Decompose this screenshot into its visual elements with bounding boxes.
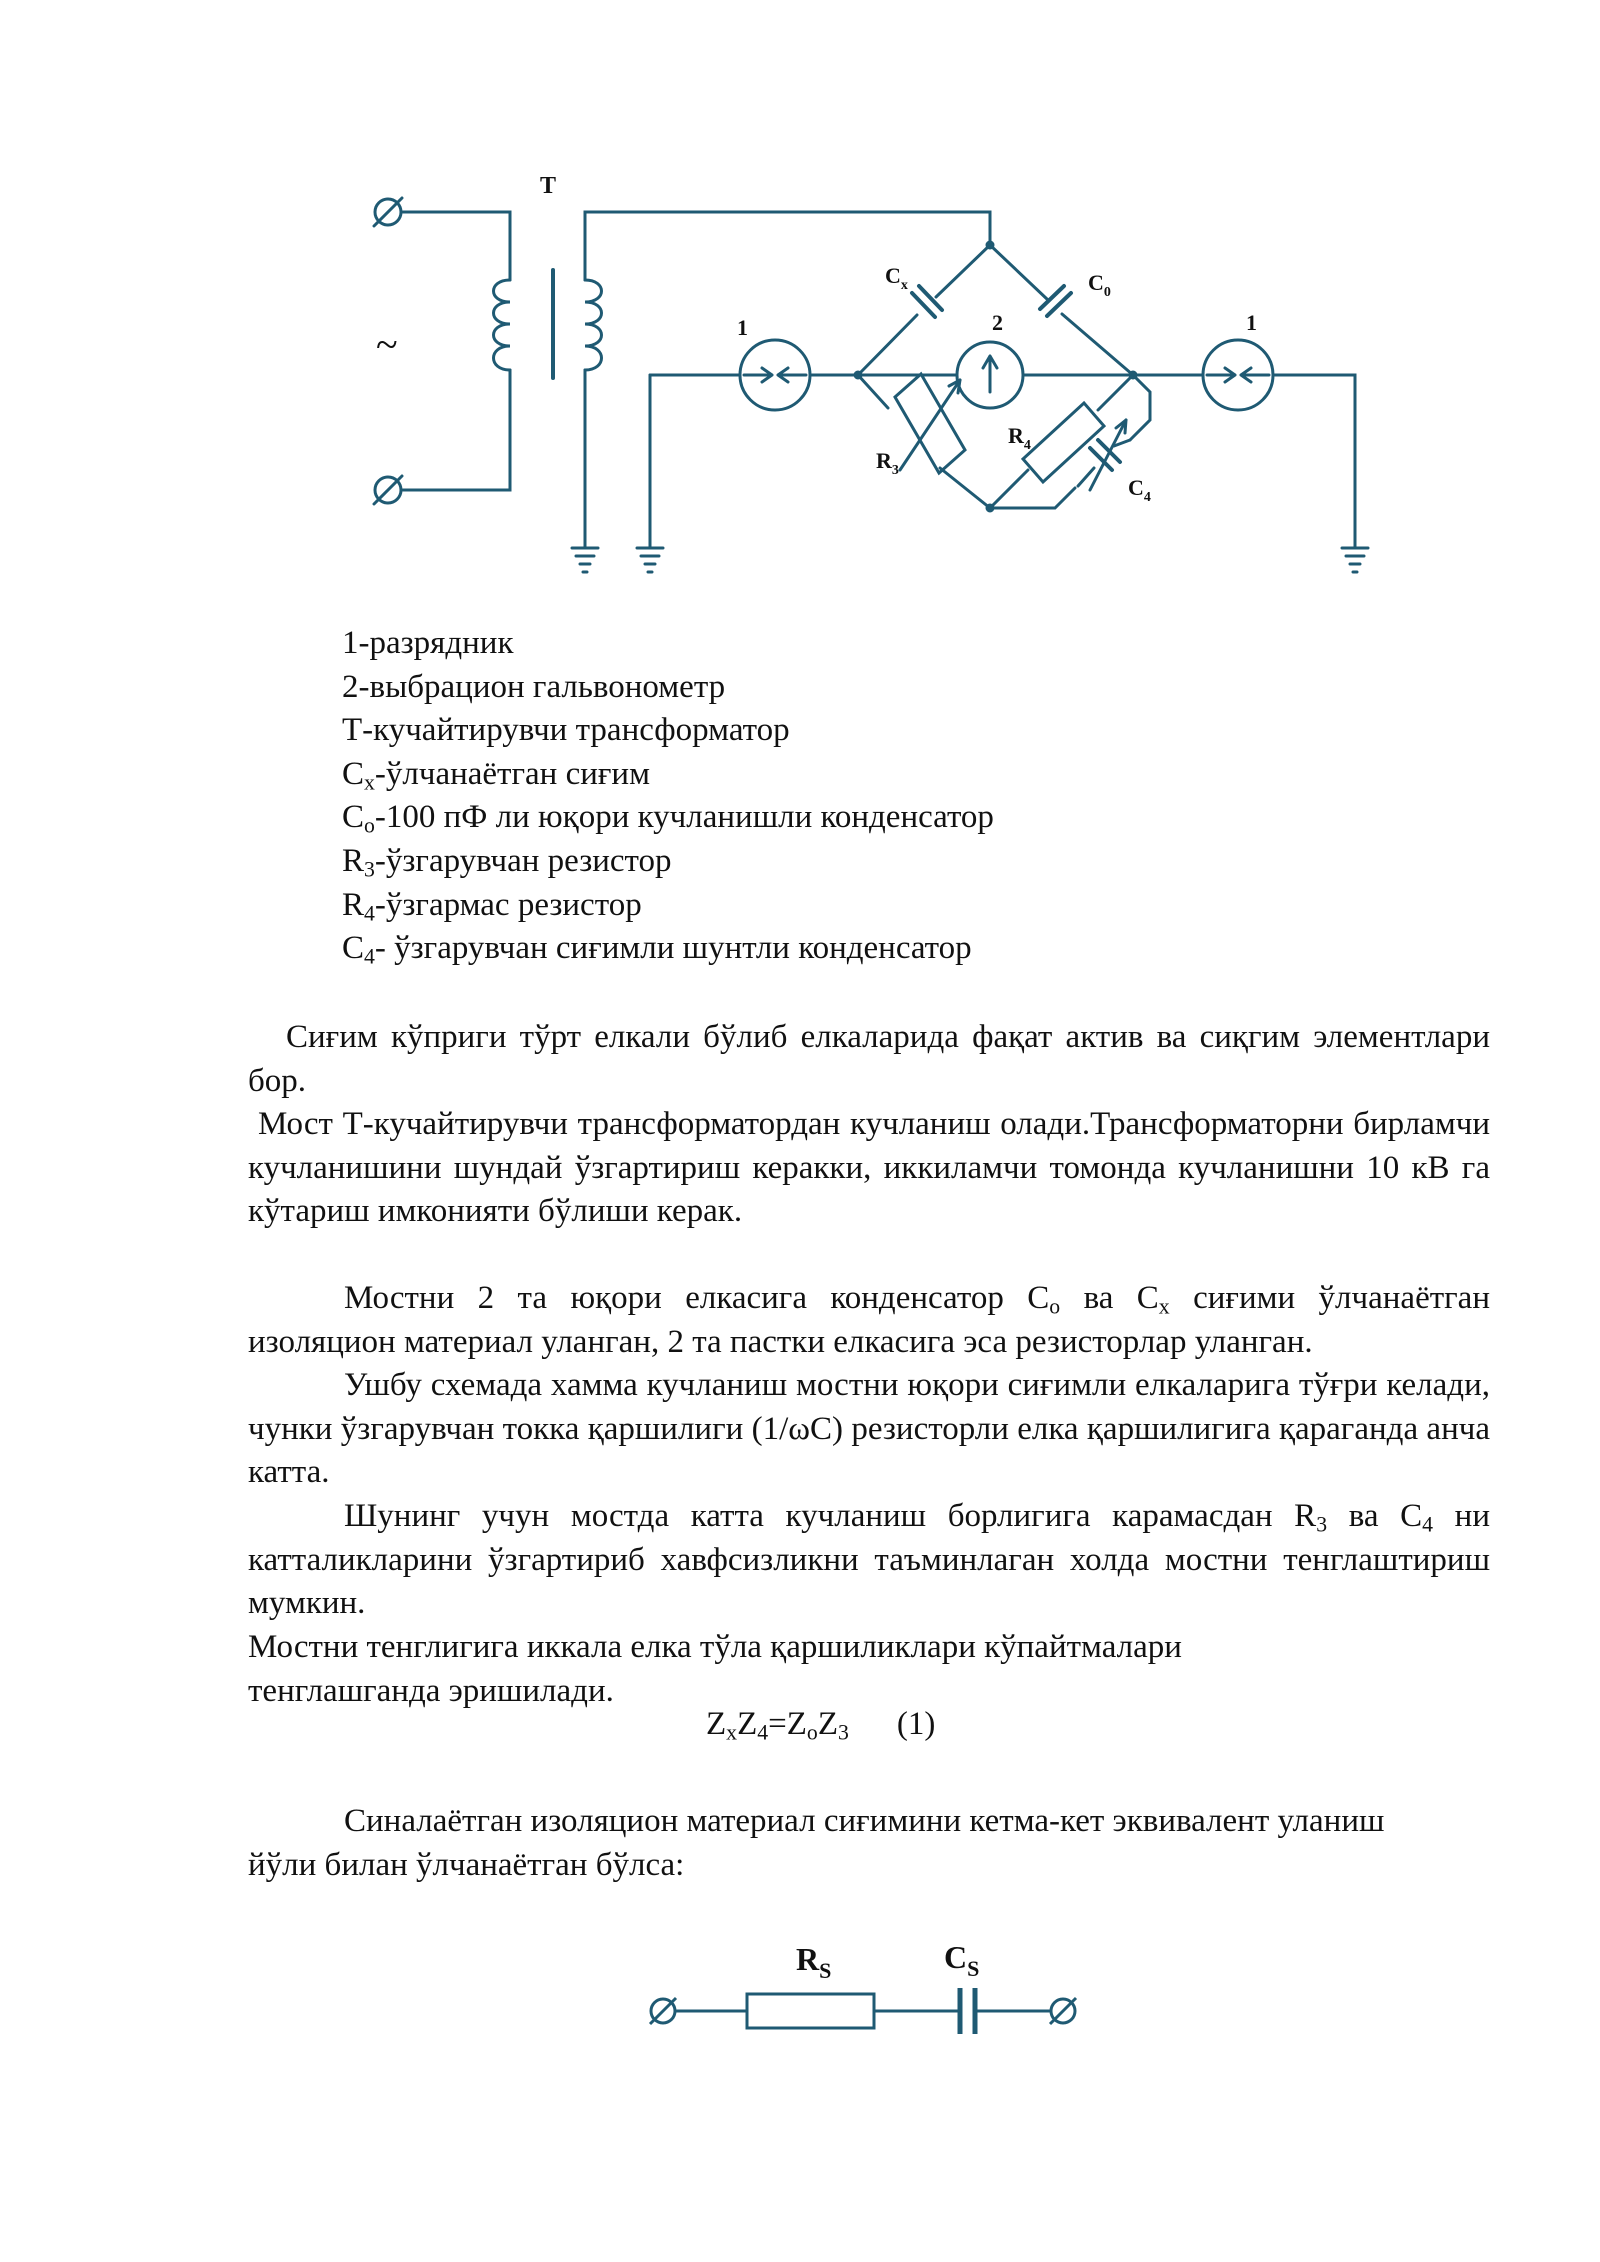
ground-left — [637, 548, 663, 572]
label-c4: $C_4$ — [1128, 475, 1151, 505]
label-cx: $C_x$ — [885, 263, 908, 293]
label-arrester-left: 1 — [737, 315, 748, 340]
capacitor-c0 — [1040, 286, 1071, 316]
paragraph-4: Ушбу схемада хамма кучланиш мостни юқори сиғимли елкаларига тўғри келади, чунки ўзгарувчан токка қаршилиги (1/ωС) резисторли елка қаршилигига қараганда анча катта. — [248, 1367, 1490, 1491]
capacitor-c4 — [1078, 420, 1130, 490]
transformer-primary-coil — [494, 280, 511, 370]
paragraph-2: Мост Т-кучайтирувчи трансформатордан кучланиш олади.Трансформаторни бирламчи кучланишини шундай ўзгартириш керакки, иккиламчи томонда кучланишни 10 кВ га кўтариш имконияти бўлиши керак. — [248, 1106, 1490, 1230]
formula-number: (1) — [896, 1706, 936, 1742]
capacitor-cs — [960, 1988, 975, 2034]
legend-item-galvanometer: 2-выбрацион гальвонометр — [342, 668, 726, 705]
galvanometer — [957, 342, 1023, 408]
paragraph-5: Шунинг учун мостда катта кучланиш борлигига карамасдан $R_3$ ва $С_4$ ни катталикларини ўзгартириб хавфсизликни таъминлаган холда мостни тенглаштириш мумкин. — [248, 1498, 1490, 1622]
capacitance-bridge-diagram — [340, 160, 1400, 600]
terminal-left — [650, 1998, 676, 2024]
balance-formula: $Z_xZ_4=Z_oZ_3$ (1) — [706, 1706, 936, 1745]
terminal-right — [1050, 1998, 1076, 2024]
legend-item-arrester: 1-разрядник — [342, 625, 514, 661]
ac-symbol: ~ — [376, 322, 398, 367]
resistor-r3 — [895, 374, 965, 473]
label-arrester-right: 1 — [1246, 310, 1257, 335]
paragraph-1: Сиғим кўприги тўрт елкали бўлиб елкаларида фақат актив ва сиқгим элементлари бор. — [248, 1019, 1490, 1099]
resistor-rs — [747, 1994, 874, 2028]
input-terminal-bottom — [374, 476, 402, 504]
label-r3: $R_3$ — [876, 448, 899, 478]
legend-item-c0: $С_о-100$ пФ ли юқори кучланишли конденсатор — [342, 799, 994, 838]
paragraph-7: Синалаётган изоляцион материал сиғимини кетма-кет эквивалент уланиш йўли билан ўлчанаётган бўлса: — [248, 1803, 1385, 1883]
label-rs: $R_S$ — [796, 1941, 832, 1983]
legend-item-transformer: Т-кучайтирувчи трансформатор — [342, 712, 790, 749]
diagram-legend — [342, 622, 1242, 971]
ground-transformer — [572, 548, 598, 572]
paragraph-3: Мостни 2 та юқори елкасига конденсатор $С_о$ ва $С_х$ сиғими ўлчанаётган изоляцион материал уланган, 2 та пастки елкасига эса резисторлар уланган. — [248, 1280, 1490, 1360]
legend-item-r4: $R_4$-ўзгармас резистор — [342, 886, 642, 925]
legend-item-cx: $С_х$-ўлчанаётган сиғим — [342, 755, 650, 795]
label-cs: $C_S$ — [944, 1939, 980, 1981]
arrester-right — [1203, 340, 1273, 410]
capacitor-cx — [912, 286, 942, 317]
series-equivalent-diagram — [640, 1920, 1100, 2040]
transformer-secondary-coil — [585, 280, 602, 370]
legend-item-r3: $R_3$-ўзгарувчан резистор — [342, 842, 672, 882]
input-terminal-top — [374, 198, 402, 226]
label-transformer: T — [540, 173, 557, 199]
ground-right — [1342, 548, 1368, 572]
label-r4: $R_4$ — [1008, 423, 1031, 453]
legend-item-c4: $С_4-$ ўзгарувчан сиғимли шунтли конденсатор — [342, 930, 972, 969]
arrester-left — [740, 340, 810, 410]
label-galvanometer: 2 — [992, 310, 1003, 335]
label-c0: $C_0$ — [1088, 270, 1111, 300]
paragraph-6: Мостни тенглигига иккала елка тўла қаршиликлари кўпайтмалари тенглашганда эришилади. — [248, 1629, 1182, 1709]
